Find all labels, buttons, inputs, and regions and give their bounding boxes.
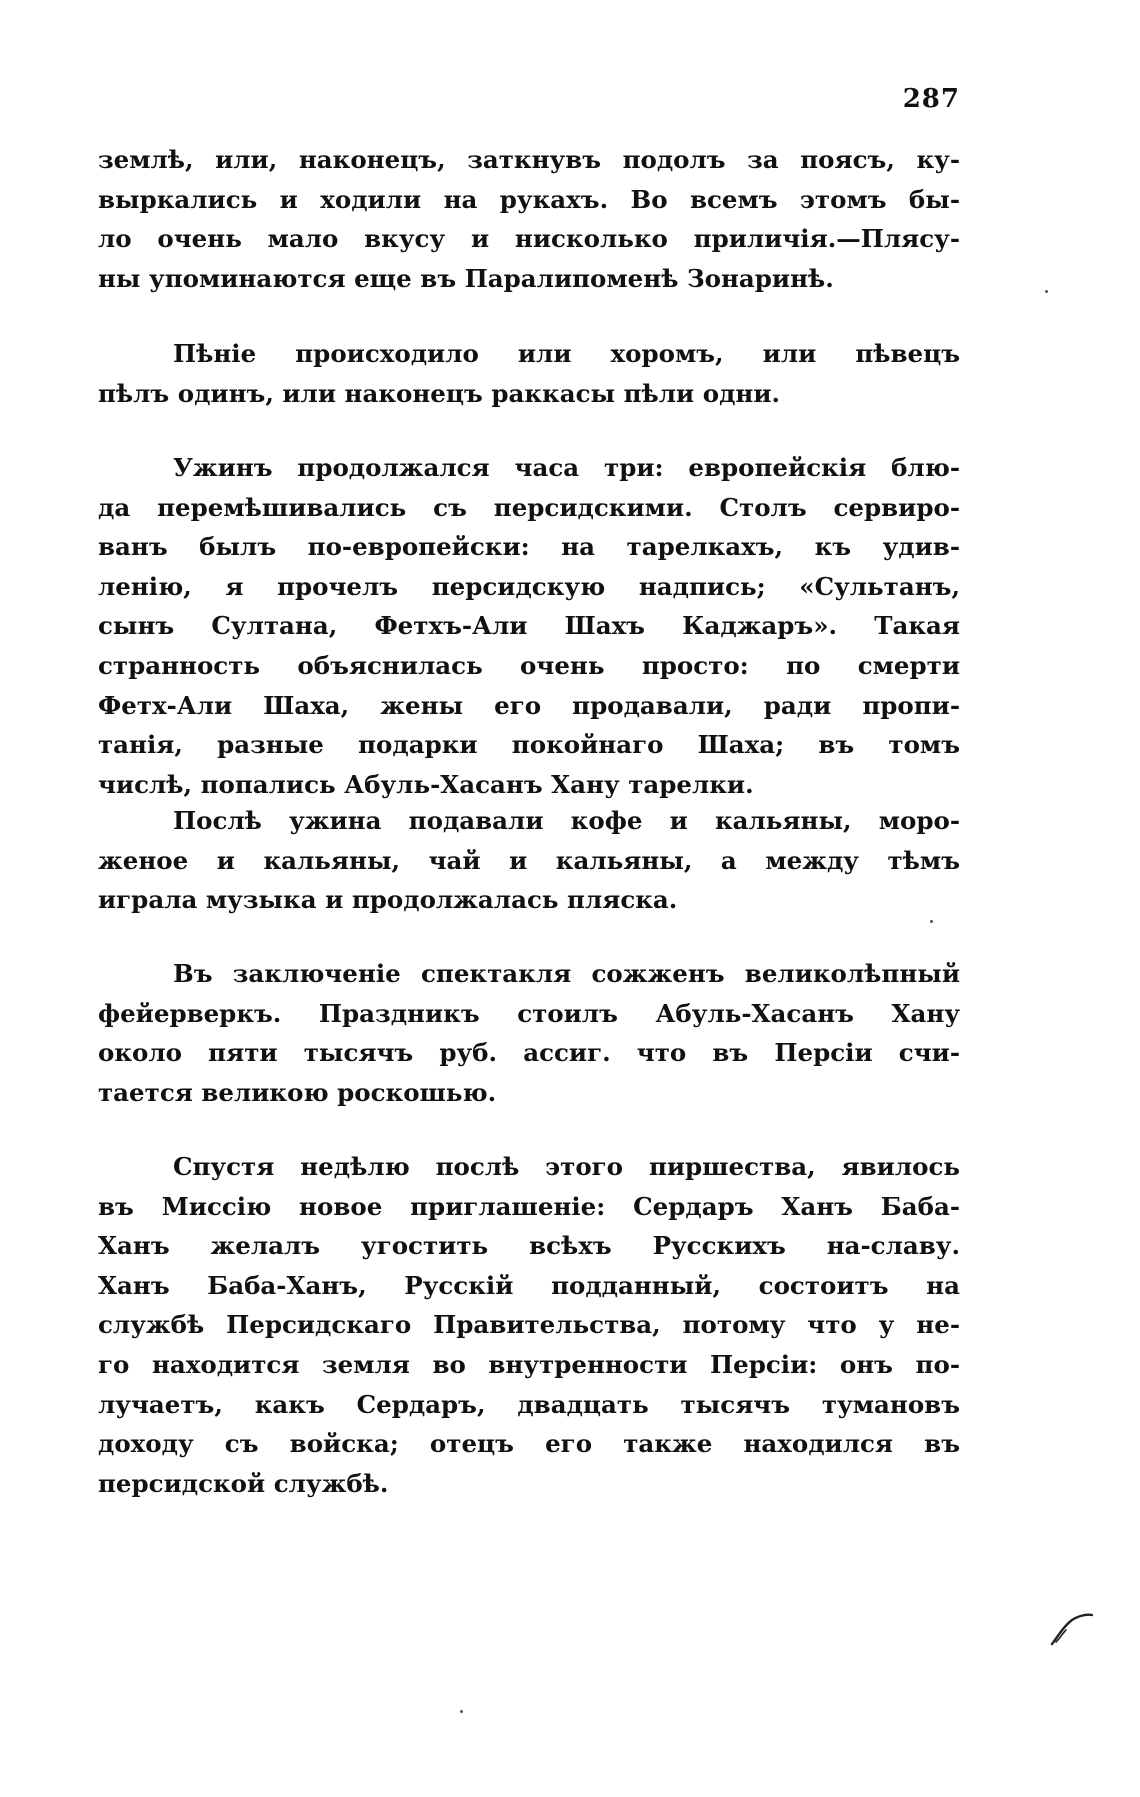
text-line: Ханъ желалъ угостить всѣхъ Русскихъ на-славу. (98, 1231, 960, 1261)
paper-speck (930, 920, 933, 923)
paragraph-6 (98, 1147, 960, 1503)
paragraph-4 (98, 801, 960, 920)
text-line: ло очень мало вкусу и нисколько приличія.—Плясу- (98, 224, 960, 254)
text-line: танія, разные подарки покойнаго Шаха; въ томъ (98, 730, 960, 760)
text-line: го находится земля во внутренности Персіи: онъ по- (98, 1349, 960, 1379)
text-line: играла музыка и продолжалась пляска. (98, 885, 678, 915)
paragraph-1 (98, 140, 960, 298)
paper-speck (460, 1710, 463, 1713)
text-line: пѣлъ одинъ, или наконецъ раккасы пѣли одни. (98, 378, 781, 408)
text-line: сынъ Султана, Фетхъ-Али Шахъ Каджаръ». Такая (98, 611, 960, 641)
text-line: Послѣ ужина подавали кофе и кальяны, моро- (173, 806, 960, 835)
text-line: ванъ былъ по-европейски: на тарелкахъ, къ удив- (98, 532, 960, 562)
text-line: ленію, я прочелъ персидскую надпись; «Сультанъ, (98, 571, 960, 601)
text-line: Въ заключеніе спектакля сожженъ великолѣпный (173, 959, 960, 988)
text-line: да перемѣшивались съ персидскими. Столъ сервиро- (98, 492, 960, 522)
text-line: службѣ Персидскаго Правительства, потому что у не- (98, 1310, 960, 1340)
text-line: доходу съ войска; отецъ его также находился въ (98, 1429, 960, 1459)
text-line: Ужинъ продолжался часа три: европейскія блю- (173, 453, 960, 482)
text-line: въ Миссію новое приглашеніе: Сердаръ Ханъ Баба- (98, 1191, 960, 1221)
text-line: Ханъ Баба-Ханъ, Русскій подданный, состоитъ на (98, 1270, 960, 1300)
paragraph-5 (98, 954, 960, 1112)
text-line: числѣ, попались Абуль-Хасанъ Хану тарелки. (98, 769, 754, 799)
text-line: выркались и ходили на рукахъ. Во всемъ этомъ бы- (98, 184, 960, 214)
text-line: фейерверкъ. Праздникъ стоилъ Абуль-Хасанъ Хану (98, 998, 960, 1028)
text-line: землѣ, или, наконецъ, заткнувъ подолъ за поясъ, ку- (98, 145, 960, 174)
ink-mark-icon (1050, 1612, 1094, 1646)
paragraph-2 (98, 334, 960, 413)
text-line: тается великою роскошью. (98, 1077, 497, 1107)
text-line: странность объяснилась очень просто: по смерти (98, 650, 960, 680)
text-line: ны упоминаются еще въ Паралипоменѣ Зонаринѣ. (98, 263, 834, 293)
page-number: 287 (902, 84, 960, 114)
text-line: лучаетъ, какъ Сердаръ, двадцать тысячъ тумановъ (98, 1389, 960, 1419)
paper-speck (1045, 290, 1048, 293)
text-line: персидской службѣ. (98, 1468, 389, 1498)
text-line: Фетх-Али Шаха, жены его продавали, ради пропи- (98, 690, 960, 720)
text-line: около пяти тысячъ руб. ассиг. что въ Персіи счи- (98, 1038, 960, 1068)
paragraph-3 (98, 448, 960, 804)
text-line: Пѣніе происходило или хоромъ, или пѣвецъ (173, 339, 960, 368)
text-line: Спустя недѣлю послѣ этого пиршества, явилось (173, 1152, 960, 1181)
text-line: женое и кальяны, чай и кальяны, а между тѣмъ (98, 845, 960, 875)
